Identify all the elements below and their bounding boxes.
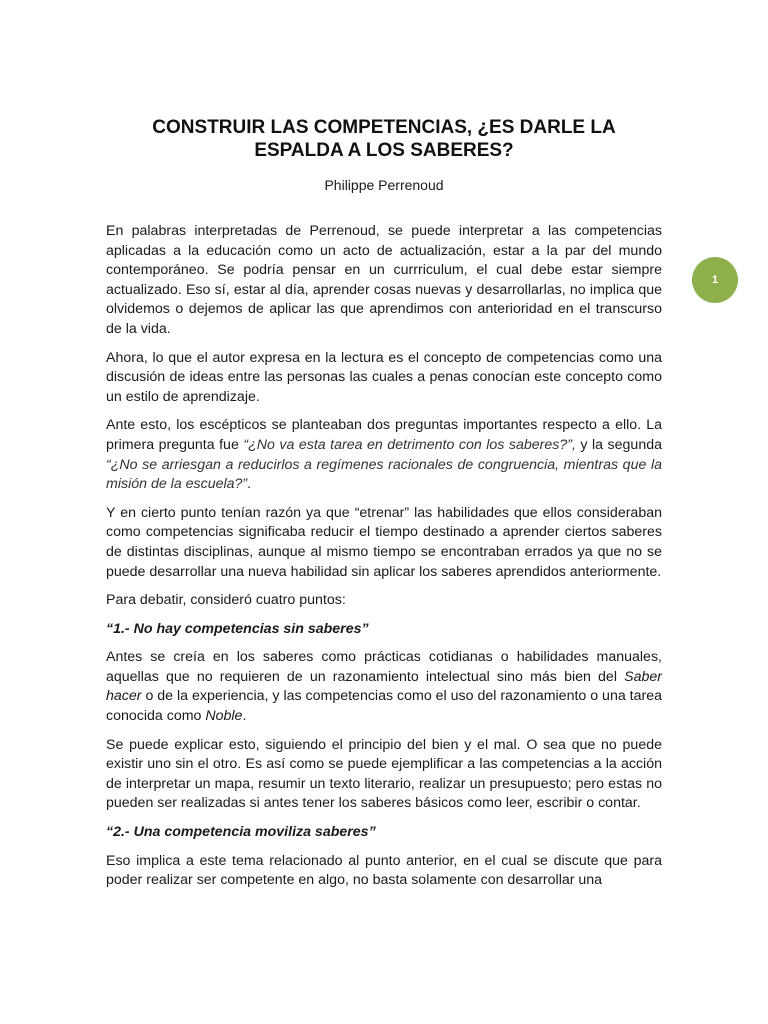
paragraph: Y en cierto punto tenían razón ya que “etrenar” las habilidades que ellos consideraban como competencias significaba reducir el tiempo destinado a aprender ciertos saberes de distintas disciplinas, aunque al mismo tiempo se encontraban errados ya que no se puede desarrollar una nueva habilidad sin aplicar los saberes aprendidos anteriormente.: [106, 504, 662, 580]
paragraph-text: o de la experiencia, y las competencias como el uso del razonamiento o una tarea conocida como: [106, 688, 663, 725]
paragraph-text: Antes se creía en los saberes como prácticas cotidianas o habilidades manuales, aquellas que no requieren de un razonamiento intelectual sino más bien del: [106, 649, 662, 685]
quoted-question: “¿No se arriesgan a reducirlos a regímenes racionales de congruencia, mientras que la misión de la escuela?”: [106, 456, 662, 493]
title-line-2: ESPALDA A LOS SABERES?: [254, 140, 514, 161]
document-title: [106, 116, 662, 162]
document-author: Philippe Perrenoud: [324, 177, 444, 193]
paragraph: En palabras interpretadas de Perrenoud, se puede interpretar a las competencias aplicadas a la educación como un acto de actualización, estar a la par del mundo contemporáneo. Se podría pensar en un currriculum, el cual debe estar siempre actualizado. Eso sí, estar al día, aprender cosas nuevas y desarrollarlas, no implica que olvidemos o dejemos de aplicar las que aprendimos con anterioridad en el transcurso de la vida.: [106, 223, 662, 337]
paragraph: Se puede explicar esto, siguiendo el principio del bien y el mal. O sea que no puede existir uno sin el otro. Es así como se puede ejemplificar a las competencias a la acción de interpretar un mapa, resumir un texto literario, realizar un presupuesto; pero estas no pueden ser realizadas si antes tener los saberes básicos como leer, escribir o contar.: [106, 736, 662, 812]
section-heading: “1.- No hay competencias sin saberes”: [106, 620, 369, 637]
paragraph-text: .: [242, 708, 247, 725]
paragraph: [106, 648, 662, 726]
paragraph: Para debatir, consideró cuatro puntos:: [106, 592, 346, 609]
title-line-1: CONSTRUIR LAS COMPETENCIAS, ¿ES DARLE LA: [152, 117, 616, 138]
document-body: [106, 222, 662, 900]
paragraph: Eso implica a este tema relacionado al punto anterior, en el cual se discute que para poder realizar ser competente en algo, no basta solamente con desarrollar una: [106, 852, 662, 889]
emphasis-text: Saber hacer: [106, 668, 662, 705]
page-number-badge: 1: [692, 257, 738, 303]
paragraph: [106, 416, 662, 494]
paragraph-text: .: [247, 476, 252, 493]
quoted-question: “¿No va esta tarea en detrimento con los saberes?”,: [243, 436, 576, 453]
emphasis-text: Noble: [205, 708, 243, 725]
paragraph-text: y la segunda: [575, 436, 662, 453]
paragraph: Ahora, lo que el autor expresa en la lectura es el concepto de competencias como una discusión de ideas entre las personas las cuales a penas conocían este concepto como un estilo de aprendizaje.: [106, 349, 662, 405]
section-heading: “2.- Una competencia moviliza saberes”: [106, 824, 376, 841]
paragraph-text: Ante esto, los escépticos se planteaban dos preguntas importantes respecto a ello. La primera pregunta fue: [106, 417, 662, 453]
